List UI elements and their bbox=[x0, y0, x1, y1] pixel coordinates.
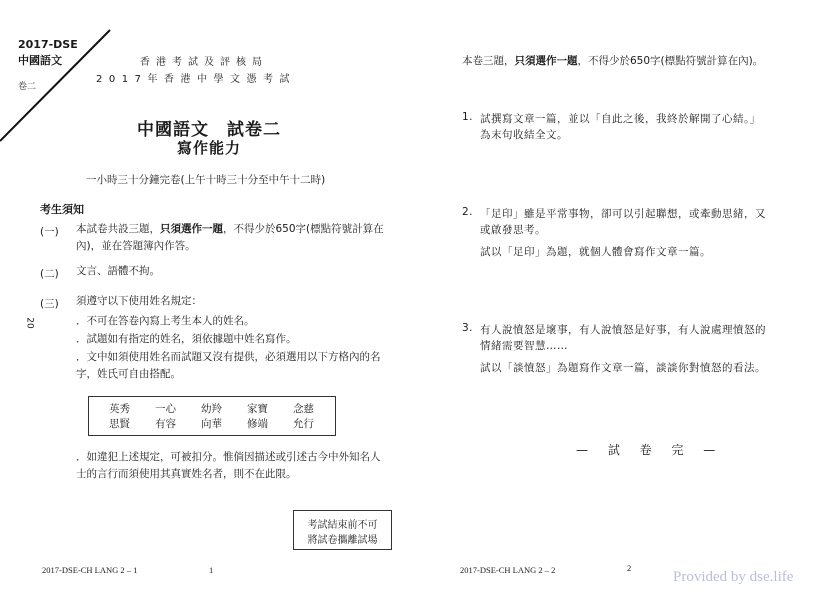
paper-subtitle: 寫作能力 bbox=[176, 139, 241, 157]
question-1-text: 為末句收結全文。 bbox=[480, 129, 568, 141]
allowed-name: 有容 bbox=[155, 418, 176, 430]
paper-title: 中國語文 試卷二 bbox=[137, 120, 281, 140]
instruction-1-text: 本試卷共設三題，只須選作一題，不得少於650字(標點符號計算在內)，並在答題簿內作答。 bbox=[76, 223, 384, 252]
subject-name: 中國語文 bbox=[18, 54, 62, 67]
question-2-text: 「足印」雖是平常事物，卻可以引起聯想，或牽動思緒，又 bbox=[480, 208, 766, 220]
allowed-name: 允行 bbox=[293, 418, 314, 430]
question-3-text: 試以「談憤怒」為題寫作文章一篇，談談你對憤怒的看法。 bbox=[480, 362, 766, 374]
instruction-3-text: 須遵守以下使用姓名規定： bbox=[76, 295, 202, 307]
allowed-name: 幼羚 bbox=[201, 403, 222, 415]
footer-page-number: 2 bbox=[627, 563, 632, 573]
side-page-number: 20 bbox=[24, 317, 35, 329]
question-1-number: 1. bbox=[462, 111, 474, 123]
allowed-name: 修端 bbox=[247, 418, 268, 430]
question-3-number: 3. bbox=[462, 322, 474, 334]
authority-name: 香港考試及評核局 bbox=[140, 57, 268, 68]
instruction-2-label: (二) bbox=[40, 268, 59, 280]
footer-page-number: 1 bbox=[209, 565, 214, 575]
footer-code: 2017-DSE-CH LANG 2 – 2 bbox=[460, 565, 556, 575]
paper-tag: 卷二 bbox=[18, 82, 37, 92]
exam-notice-box bbox=[293, 510, 392, 550]
instructions-heading: 考生須知 bbox=[40, 203, 84, 216]
allowed-names-box bbox=[88, 396, 336, 436]
question-1-text: 試撰寫文章一篇，並以「自此之後，我終於解開了心結。」 bbox=[480, 113, 761, 125]
allowed-name: 一心 bbox=[155, 403, 176, 415]
allowed-name: 思賢 bbox=[109, 418, 130, 430]
instruction-2-text: 文言、語體不拘。 bbox=[76, 265, 160, 277]
notice-line: 將試卷攜離試場 bbox=[307, 535, 378, 546]
name-rule-bullet: ．文中如須使用姓名而試題又沒有提供，必須選用以下方格內的名字，姓氏可自由搭配。 bbox=[76, 351, 381, 380]
exam-duration: 一小時三十分鐘完卷(上午十時三十分至中午十二時) bbox=[86, 174, 326, 186]
instruction-1-label: (一) bbox=[40, 226, 59, 238]
exam-page-1 bbox=[0, 0, 418, 590]
footer-code: 2017-DSE-CH LANG 2 – 1 bbox=[42, 565, 138, 575]
name-rule-bullet: ．不可在答卷內寫上考生本人的姓名。 bbox=[76, 315, 255, 327]
allowed-name: 英秀 bbox=[109, 403, 130, 415]
question-2-text: 試以「足印」為題，就個人體會寫作文章一篇。 bbox=[480, 246, 711, 258]
source-watermark: Provided by dse.life bbox=[673, 569, 794, 585]
exam-code: 2017-DSE bbox=[18, 38, 78, 51]
question-2-number: 2. bbox=[462, 206, 474, 218]
allowed-name: 念慈 bbox=[293, 403, 314, 415]
paper-intro: 本卷三題，只須選作一題，不得少於650字(標點符號計算在內)。 bbox=[462, 55, 764, 67]
allowed-name: 向華 bbox=[201, 418, 222, 430]
instruction-3-label: (三) bbox=[40, 298, 59, 310]
exam-name: 2017年香港中學文憑考試 bbox=[96, 74, 296, 85]
question-2-text: 或啟發思考。 bbox=[480, 224, 546, 236]
question-3-text: 情緒需要智慧…… bbox=[480, 340, 568, 352]
exam-page-2 bbox=[418, 0, 837, 590]
name-rule-bullet: ．試題如有指定的姓名，須依據題中姓名寫作。 bbox=[76, 333, 297, 345]
violation-note: ．如違犯上述規定，可被扣分。惟倘因描述或引述古今中外知名人士的言行而須使用其真實姓名者，則不在此限。 bbox=[76, 451, 381, 480]
question-3-text: 有人說憤怒是壞事，有人說憤怒是好事，有人說處理憤怒的 bbox=[480, 324, 766, 336]
allowed-name: 家寶 bbox=[247, 403, 268, 415]
end-of-paper-mark: — 試 卷 完 — bbox=[576, 443, 724, 457]
notice-line: 考試結束前不可 bbox=[307, 520, 378, 531]
